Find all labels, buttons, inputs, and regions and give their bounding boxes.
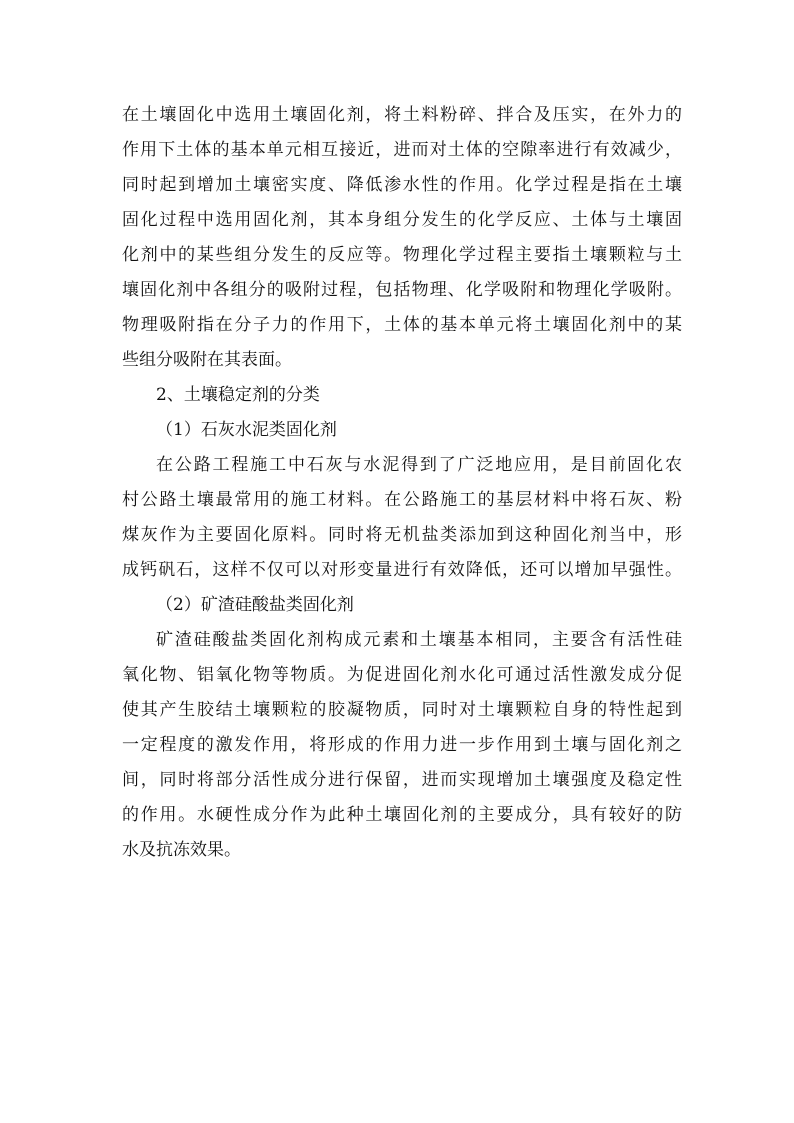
paragraph-line: 矿渣硅酸盐类固化剂构成元素和土壤基本相同，主要含有活性硅 (156, 630, 682, 650)
paragraph-line: 化剂中的某些组分发生的反应等。物理化学过程主要指土壤颗粒与土 (122, 245, 682, 265)
section-heading-stabilizer-classification: 2、土壤稳定剂的分类 (156, 385, 320, 405)
paragraph-line: 的作用。水硬性成分作为此种土壤固化剂的主要成分，具有较好的防 (122, 805, 682, 825)
subheading-lime-cement: （1）石灰水泥类固化剂 (156, 420, 337, 440)
paragraph-line: 间，同时将部分活性成分进行保留，进而实现增加土壤强度及稳定性 (122, 770, 682, 790)
paragraph-line: 氧化物、铝氧化物等物质。为促进固化剂水化可通过活性激发成分促 (122, 665, 682, 685)
paragraph-line: 使其产生胶结土壤颗粒的胶凝物质，同时对土壤颗粒自身的特性起到 (122, 700, 682, 720)
paragraph-lime-cement (122, 448, 682, 588)
body-text (122, 98, 682, 868)
paragraph-line: 水及抗冻效果。 (122, 840, 241, 860)
paragraph-line: 壤固化剂中各组分的吸附过程，包括物理、化学吸附和物理化学吸附。 (122, 280, 682, 300)
paragraph-soil-solidification-process (122, 98, 682, 378)
paragraph-line: 村公路土壤最常用的施工材料。在公路施工的基层材料中将石灰、粉 (122, 490, 682, 510)
paragraph-line: 成钙矾石，这样不仅可以对形变量进行有效降低，还可以增加早强性。 (122, 560, 682, 580)
paragraph-line: 在公路工程施工中石灰与水泥得到了广泛地应用，是目前固化农 (156, 455, 682, 475)
paragraph-slag-silicate (122, 623, 682, 868)
paragraph-line: 同时起到增加土壤密实度、降低渗水性的作用。化学过程是指在土壤 (122, 175, 682, 195)
paragraph-line: 固化过程中选用固化剂，其本身组分发生的化学反应、土体与土壤固 (122, 210, 682, 230)
paragraph-line: 煤灰作为主要固化原料。同时将无机盐类添加到这种固化剂当中，形 (122, 525, 682, 545)
paragraph-line: 作用下土体的基本单元相互接近，进而对土体的空隙率进行有效减少， (122, 140, 682, 160)
subheading-slag-silicate: （2）矿渣硅酸盐类固化剂 (156, 595, 354, 615)
paragraph-line: 物理吸附指在分子力的作用下，土体的基本单元将土壤固化剂中的某 (122, 315, 682, 335)
paragraph-line: 些组分吸附在其表面。 (122, 350, 292, 370)
paragraph-line: 一定程度的激发作用，将形成的作用力进一步作用到土壤与固化剂之 (122, 735, 682, 755)
paragraph-line: 在土壤固化中选用土壤固化剂，将土料粉碎、拌合及压实，在外力的 (122, 105, 682, 125)
